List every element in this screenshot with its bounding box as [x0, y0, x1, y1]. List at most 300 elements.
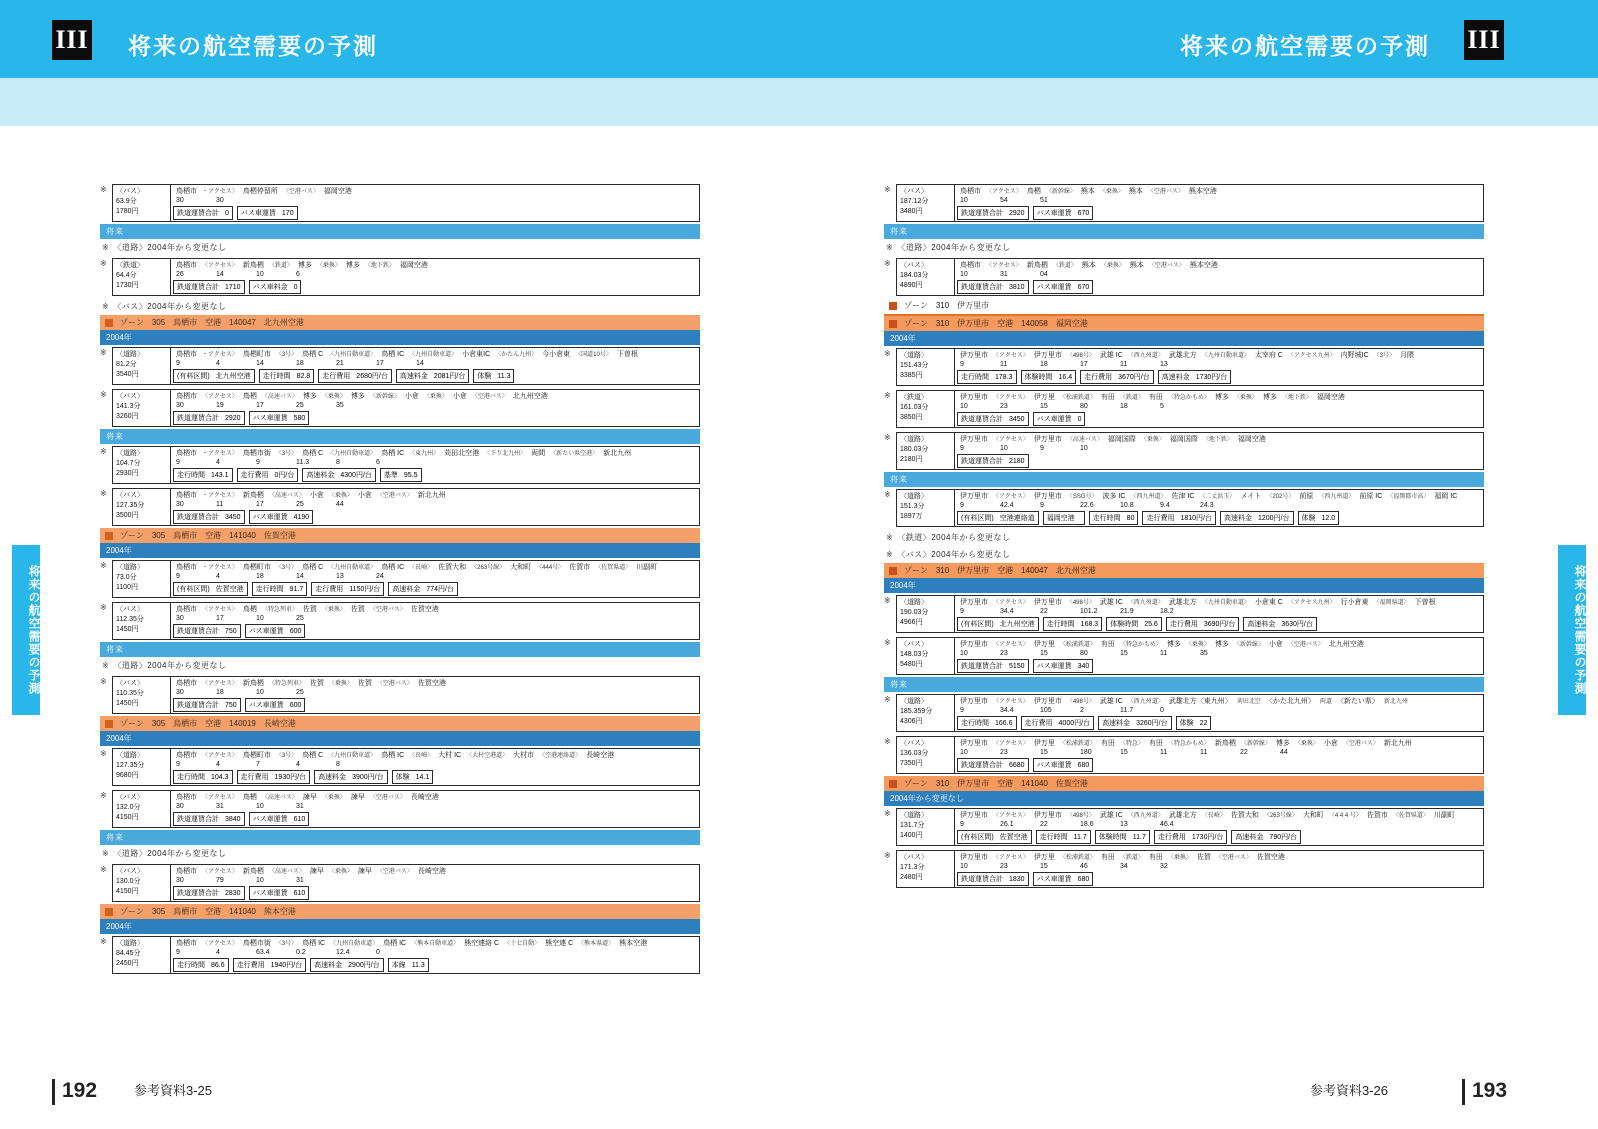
route-cost-label: 体験	[1301, 515, 1316, 522]
route-chain	[173, 349, 697, 359]
route-chain-node: 長崎空港	[586, 752, 615, 759]
route-cost-value: 670	[1077, 210, 1090, 217]
route-chain-node: 有田	[1148, 394, 1163, 401]
route-segment-value: 25	[296, 501, 304, 508]
route-cost-value: 168.3	[1080, 621, 1099, 628]
route-segment-value: 4	[216, 761, 220, 768]
route-segment-value: 9.4	[1160, 502, 1170, 509]
route-segment-value: 42.4	[1000, 502, 1014, 509]
route-cost-row	[957, 454, 1481, 468]
route-chain-mode: 〈263号線〉	[1263, 813, 1298, 819]
route-segment-value: 11	[216, 501, 224, 508]
route-chain-node: 博多	[1166, 641, 1181, 648]
route-cost-item	[1158, 370, 1232, 384]
route-chain-node: 長崎空港	[417, 868, 446, 875]
route-detail-cell	[955, 185, 1483, 221]
route-segment-values	[173, 197, 697, 204]
route-chain-node: 佐賀	[357, 680, 372, 687]
route-cost-item	[249, 510, 314, 524]
route-chain-node: 博多	[1262, 394, 1277, 401]
route-chain-mode: 〈アクセス〉	[993, 855, 1029, 861]
route-cost-label: バス車運賃	[1036, 210, 1072, 217]
route-cost-value: 12.0	[1321, 515, 1336, 522]
route-cost-value: 166.6	[995, 720, 1013, 727]
route-cost-item	[173, 510, 245, 524]
route-chain-mode: 〈乗換〉	[328, 869, 353, 875]
route-chain-mode: 〈特急かもめ〉	[1119, 642, 1162, 648]
route-cost-value: 3840	[225, 816, 241, 823]
route-cost-label: 鉄道運賃合計	[177, 514, 219, 521]
route-segment-value: 30	[176, 197, 184, 204]
route-entry	[100, 600, 700, 642]
route-segment-value: 30	[176, 689, 184, 696]
route-segment-value: 46	[1080, 863, 1088, 870]
route-time-value: 141.3分	[116, 403, 141, 410]
route-table	[112, 389, 700, 427]
route-chain-node: 有田	[1148, 740, 1163, 747]
route-chain-mode: ・アクセス〉	[202, 451, 238, 457]
route-segment-value: 10	[960, 403, 968, 410]
route-chain-mode: 〈新幹線〉	[1233, 642, 1264, 648]
route-cost-item	[1036, 830, 1091, 844]
route-chain-node: 新鳥栖	[1026, 262, 1048, 269]
route-chain-mode: 〈空港バス〉	[1215, 855, 1252, 861]
route-chain	[957, 350, 1481, 360]
route-fare-value: 3260円	[116, 413, 139, 420]
route-segment-value: 10	[256, 271, 264, 278]
route-chain	[173, 448, 697, 458]
route-detail-cell	[955, 490, 1483, 526]
route-chain-node: 武雄北方	[1168, 599, 1197, 606]
route-chain-node: 伊万里市	[1033, 436, 1062, 443]
route-chain	[957, 260, 1481, 270]
route-chain-mode: 〈十七自動〉	[504, 941, 541, 947]
route-entry	[100, 934, 700, 976]
route-cost-label: (有料区間)	[961, 834, 994, 841]
route-segment-value: 9	[176, 949, 180, 956]
route-cost-row	[957, 830, 1481, 844]
route-summary-cell	[113, 348, 171, 384]
route-chain-mode: 〈特急列車〉	[268, 681, 305, 687]
route-chain-node: 両間	[531, 450, 546, 457]
route-summary-cell	[113, 791, 171, 827]
route-chain-node: 博多	[1275, 740, 1290, 747]
route-cost-row	[957, 716, 1481, 730]
note-label: 〈バス〉2004年から変更なし	[897, 550, 1011, 559]
route-cost-label: 体験時間	[1098, 834, 1127, 841]
route-chain-node: 新鳥栖	[242, 492, 264, 499]
route-cost-label: 走行費用	[1024, 720, 1053, 727]
route-chain-node: 鳥栖市	[176, 393, 197, 400]
route-chain-node: 伊万里市	[1033, 352, 1062, 359]
route-detail-cell	[171, 489, 699, 525]
route-cost-item	[237, 206, 298, 220]
route-marker-icon: ※	[100, 390, 107, 399]
route-marker-icon: ※	[100, 348, 107, 357]
route-chain-node: 鳥栖市街	[242, 450, 271, 457]
route-cost-label: 走行費用	[240, 472, 269, 479]
route-cost-item	[1142, 511, 1216, 525]
section-bar-year: 2004年	[100, 543, 700, 558]
section-bar-year: 2004年	[100, 919, 700, 934]
route-chain-node: 川副町	[1433, 812, 1455, 819]
route-chain-node: 小倉	[1268, 641, 1283, 648]
route-chain-mode: 両道	[1319, 699, 1332, 705]
route-cost-item	[1298, 511, 1340, 525]
route-cost-item	[314, 770, 388, 784]
route-cost-row	[173, 624, 697, 638]
route-chain-node: 伊万里	[1033, 394, 1055, 401]
route-chain-node: 〈新たい県〉	[1336, 698, 1379, 705]
route-segment-value: 8	[336, 459, 340, 466]
route-chain-node: 福岡空港	[1316, 394, 1345, 401]
route-chain-node: 伊万里市	[960, 854, 988, 861]
route-table	[112, 676, 700, 714]
route-chain-node: 下曽根	[1414, 599, 1436, 606]
route-chain-mode: 〈アクセス〉	[202, 753, 238, 759]
route-segment-value: 9	[960, 821, 964, 828]
route-chain-node: 前原	[1299, 493, 1314, 500]
route-chain-mode: 〈498号〉	[1066, 600, 1095, 606]
route-summary-cell	[897, 596, 955, 632]
route-chain	[957, 186, 1481, 196]
route-cost-label: 鉄道運賃合計	[177, 702, 219, 709]
route-chain-node: 福岡国際	[1169, 436, 1198, 443]
route-chain-mode: 〈アクセス〉	[202, 869, 238, 875]
route-segment-value: 10	[256, 877, 264, 884]
route-cost-value: 3810	[1009, 284, 1025, 291]
route-summary-cell	[897, 349, 955, 385]
route-detail-cell	[171, 348, 699, 384]
route-chain-node: 小倉東 C	[1254, 599, 1283, 606]
route-chain-mode: 〈西九州道〉	[1127, 699, 1164, 705]
route-chain-mode: 〈乗換〉	[1099, 189, 1124, 195]
route-detail-cell	[955, 809, 1483, 845]
route-cost-value: 1930円/台	[274, 774, 307, 781]
route-segment-value: 14	[296, 573, 304, 580]
route-chain-mode: 〈空港バス〉	[1342, 741, 1379, 747]
route-chain-mode: 〈アクセス〉	[202, 607, 238, 613]
route-chain-mode: 〈福岡県道〉	[1373, 600, 1410, 606]
route-segment-values	[957, 445, 1481, 452]
route-cost-item	[957, 830, 1032, 844]
route-cost-value: 北九州空港	[999, 621, 1035, 628]
route-chain-node: 武雄 IC	[1099, 812, 1123, 819]
route-cost-value: 104.3	[211, 774, 229, 781]
route-segment-value: 9	[960, 707, 964, 714]
route-chain-node: 佐賀	[302, 606, 317, 613]
route-chain-mode: 〈乗換〉	[423, 394, 448, 400]
route-segment-value: 10	[960, 863, 968, 870]
route-cost-label: 走行費用	[1157, 834, 1186, 841]
route-segment-values	[957, 650, 1481, 657]
route-table	[112, 602, 700, 640]
route-chain-mode: 〈地下鉄〉	[1281, 395, 1312, 401]
route-chain-mode: ・アクセス〉	[202, 493, 238, 499]
route-chain-mode: 〈西九州道〉	[1127, 353, 1164, 359]
route-table	[896, 489, 1484, 527]
route-segment-value: 32	[1160, 863, 1168, 870]
route-chain-node: 鳥栖市	[176, 752, 197, 759]
route-chain-node: 佐賀大和	[1230, 812, 1259, 819]
route-chain-mode: 〈アクセス〉	[993, 642, 1029, 648]
route-chain-node: 博多	[302, 393, 317, 400]
route-chain-mode: 〈特急列車〉	[261, 607, 298, 613]
chapter-mark-right: III	[1464, 20, 1504, 60]
route-chain-mode: 〈乗換〉	[1140, 437, 1165, 443]
route-chain-mode: 〈アクセス〉	[202, 263, 238, 269]
route-cost-item	[1033, 280, 1094, 294]
section-bar-year: 2004年	[884, 331, 1484, 346]
route-chain-node: 川副町	[636, 564, 658, 571]
route-chain-node: 大村市	[513, 752, 535, 759]
route-entry	[100, 486, 700, 528]
route-chain-node: 小倉	[404, 393, 419, 400]
route-segment-value: 9	[960, 445, 964, 452]
route-segment-value: 30	[176, 877, 184, 884]
route-chain-node: 有田	[1100, 394, 1115, 401]
route-segment-values	[957, 749, 1481, 756]
route-summary-cell	[897, 490, 955, 526]
route-cost-item	[957, 617, 1039, 631]
route-segment-value: 9	[960, 361, 964, 368]
route-chain-node: 鳥栖 IC	[381, 752, 405, 759]
route-cost-value: 790円/台	[1269, 834, 1298, 841]
route-chain-mode: 〈空港バス〉	[471, 394, 508, 400]
route-cost-item	[1033, 412, 1086, 426]
route-chain-node: 新鳥栖	[242, 868, 264, 875]
route-chain	[173, 792, 697, 802]
route-time-value: 110.35分	[116, 690, 144, 697]
route-cost-value: 2920	[1009, 210, 1025, 217]
route-chain-mode: 〈九州自動車道〉	[409, 352, 458, 358]
route-marker-icon: ※	[884, 851, 891, 860]
route-time-value: 73.0分	[116, 574, 137, 581]
route-segment-value: 10	[960, 197, 968, 204]
note-marker-icon: ※	[886, 533, 894, 542]
route-cost-value: 2081円/台	[433, 373, 466, 380]
route-cost-item	[957, 872, 1029, 886]
route-cost-label: バス車運賃	[1036, 416, 1072, 423]
route-marker-icon: ※	[884, 391, 891, 400]
note-text	[100, 239, 700, 256]
route-chain-mode: 〈アクセス〉	[993, 494, 1029, 500]
route-summary-cell	[897, 433, 955, 469]
route-fare-value: 1730円	[116, 282, 139, 289]
route-chain-node: 伊万里市	[1033, 493, 1062, 500]
route-summary-cell	[113, 937, 171, 973]
route-chain-mode: 〈高速バス〉	[268, 493, 305, 499]
route-chain-node: 小倉	[1323, 740, 1338, 747]
route-chain-mode: 〈3号〉	[1373, 353, 1395, 359]
route-chain-mode: 〈3号〉	[275, 451, 298, 457]
route-chain-mode: 〈九州自動車道〉	[330, 941, 379, 947]
route-mode-label: 〈道路〉	[900, 493, 928, 500]
route-chain-node: 鳥栖	[1026, 188, 1041, 195]
route-fare-value: 2480円	[900, 874, 923, 881]
route-chain-mode: 〈西九州道〉	[1318, 494, 1355, 500]
route-cost-item	[1176, 716, 1212, 730]
route-segment-value: 2	[1080, 707, 1084, 714]
route-cost-item	[249, 886, 310, 900]
route-detail-cell	[171, 937, 699, 973]
route-time-value: 127.35分	[116, 502, 145, 509]
route-time-value: 81.2分	[116, 361, 137, 368]
route-chain-mode: 〈東九州〉	[409, 451, 440, 457]
route-summary-cell	[897, 695, 955, 731]
route-chain-mode: 〈九州自動車道〉	[328, 753, 377, 759]
route-chain-node: 佐賀市	[569, 564, 591, 571]
route-cost-item	[237, 770, 311, 784]
route-segment-value: 30	[176, 501, 184, 508]
route-cost-item	[957, 511, 1039, 525]
route-cost-value: 佐賀空港	[215, 586, 244, 593]
route-cost-row	[173, 411, 697, 425]
route-chain-node: 下曽根	[616, 351, 638, 358]
route-cost-item	[1243, 617, 1317, 631]
route-detail-cell	[955, 259, 1483, 295]
route-chain-node: 内野城IC	[1340, 352, 1369, 359]
route-mode-label: 〈バス〉	[900, 262, 928, 269]
route-chain-node: 佐賀空港	[417, 680, 446, 687]
note-text	[884, 529, 1484, 546]
route-cost-label: 走行費用	[1169, 621, 1198, 628]
route-fare-value: 4966円	[900, 619, 923, 626]
route-chain-mode: 〈空港連絡道〉	[539, 753, 582, 759]
route-segment-values	[957, 403, 1481, 410]
route-cost-value: 3690円/台	[1203, 621, 1236, 628]
route-mode-label: 〈道路〉	[900, 599, 928, 606]
route-chain-mode: 〈長崎〉	[409, 565, 434, 571]
route-cost-item	[1154, 830, 1228, 844]
route-segment-values	[173, 402, 697, 409]
route-segment-value: 0	[1160, 707, 1164, 714]
route-chain-node: 〈かた北九州〉	[1265, 698, 1315, 705]
route-mode-label: 〈バス〉	[116, 188, 144, 195]
route-cost-row	[173, 280, 697, 294]
route-segment-value: 51	[1040, 197, 1048, 204]
route-summary-cell	[113, 447, 171, 483]
route-segment-value: 11.3	[296, 459, 310, 466]
route-chain-mode: 〈アクセス〉	[202, 795, 238, 801]
route-chain-mode: 〈3号〉	[275, 352, 298, 358]
route-chain-node: 鳥栖市街	[242, 940, 271, 947]
route-summary-cell	[897, 185, 955, 221]
route-cost-value: 95.5	[403, 472, 418, 479]
route-detail-cell	[171, 561, 699, 597]
route-segment-value: 25	[296, 689, 304, 696]
route-segment-value: 10	[960, 749, 968, 756]
figure-caption-left: 参考資料3-25	[134, 1083, 213, 1098]
route-fare-value: 1450円	[116, 626, 139, 633]
route-fare-value: 2930円	[116, 470, 139, 477]
route-segment-value: 23	[1000, 749, 1008, 756]
route-chain-node: 鳥栖市	[176, 680, 197, 687]
route-marker-icon: ※	[100, 937, 107, 946]
route-chain-node: 博多	[345, 262, 360, 269]
route-chain-mode: 〈アクセス〉	[986, 189, 1022, 195]
route-detail-cell	[955, 638, 1483, 674]
route-mode-label: 〈道路〉	[116, 351, 144, 358]
route-chain-node: 鳥栖 C	[302, 450, 324, 457]
route-chain-mode: 〈アクセス〉	[993, 741, 1029, 747]
route-cost-label: 体験	[395, 774, 410, 781]
route-cost-label: バス車運賃	[252, 816, 288, 823]
route-chain-node: 小倉東IC	[462, 351, 491, 358]
route-entry	[884, 692, 1484, 734]
route-mode-label: 〈道路〉	[116, 450, 144, 457]
route-chain-node: 鳥栖市	[176, 564, 197, 571]
route-marker-icon: ※	[884, 737, 891, 746]
route-cost-value: 11.7	[1073, 834, 1087, 841]
route-segment-value: 21.9	[1120, 608, 1134, 615]
route-cost-label: 走行時間	[961, 720, 989, 727]
route-table	[896, 736, 1484, 774]
zone-heading-label: ゾーン 310 伊万里市	[884, 298, 1484, 313]
route-segment-value: 15	[1040, 403, 1048, 410]
route-entry	[884, 593, 1484, 635]
route-chain-mode: 〈高速バス〉	[261, 394, 298, 400]
route-detail-cell	[171, 603, 699, 639]
route-chain-node: 鳥栖町市	[242, 564, 271, 571]
route-cost-value: 170	[281, 210, 294, 217]
route-segment-value: 24.3	[1200, 502, 1214, 509]
route-cost-item	[473, 369, 514, 383]
route-cost-item	[957, 758, 1029, 772]
route-cost-label: 走行時間	[177, 774, 205, 781]
page-title-right: 将来の航空需要の予測	[1180, 33, 1430, 59]
figure-caption-right: 参考資料3-26	[1310, 1083, 1389, 1098]
route-detail-cell	[171, 677, 699, 713]
route-cost-row	[173, 206, 697, 220]
route-cost-value: 3630円/台	[1281, 621, 1313, 628]
route-time-value: 171.3分	[900, 864, 925, 871]
route-segment-value: 31	[1000, 271, 1008, 278]
route-summary-cell	[113, 561, 171, 597]
route-cost-label: バス車運賃	[240, 210, 276, 217]
route-cost-label: 鉄道運賃合計	[961, 284, 1003, 291]
route-cost-label: 体験	[477, 373, 492, 380]
route-chain-node: 諫早	[302, 794, 317, 801]
route-chain-node: 佐賀大和	[438, 564, 467, 571]
route-cost-label: 体験時間	[1110, 621, 1139, 628]
route-chain-mode: 〈特急かもめ〉	[1167, 395, 1210, 401]
route-table	[896, 694, 1484, 732]
route-segment-value: 12.4	[336, 949, 350, 956]
route-time-value: 161.03分	[900, 404, 929, 411]
route-segment-value: 04	[1040, 271, 1048, 278]
route-cost-item	[173, 958, 229, 972]
route-summary-cell	[897, 638, 955, 674]
route-chain-mode: 〈特急かもめ〉	[1167, 741, 1210, 747]
route-summary-cell	[897, 737, 955, 773]
route-chain-node: 鳥栖	[242, 393, 257, 400]
route-cost-item	[173, 411, 245, 425]
route-chain-node: 武雄 IC	[1099, 352, 1123, 359]
route-cost-item	[302, 468, 376, 482]
route-fare-value: 3385円	[900, 372, 923, 379]
route-chain-node: 武雄 IC	[1099, 599, 1123, 606]
route-segment-values	[173, 501, 697, 508]
route-segment-value: 9	[176, 459, 180, 466]
route-cost-value: 11.7	[1132, 834, 1146, 841]
route-chain-node: 鳥栖 C	[302, 564, 324, 571]
route-chain-mode: 〈乗換〉	[1167, 855, 1192, 861]
route-cost-value: 16.4	[1058, 374, 1073, 381]
route-chain-mode: 〈地下鉄〉	[364, 263, 395, 269]
route-chain-mode: 〈九州自動車道〉	[1201, 353, 1250, 359]
route-segment-value: 4	[216, 459, 220, 466]
